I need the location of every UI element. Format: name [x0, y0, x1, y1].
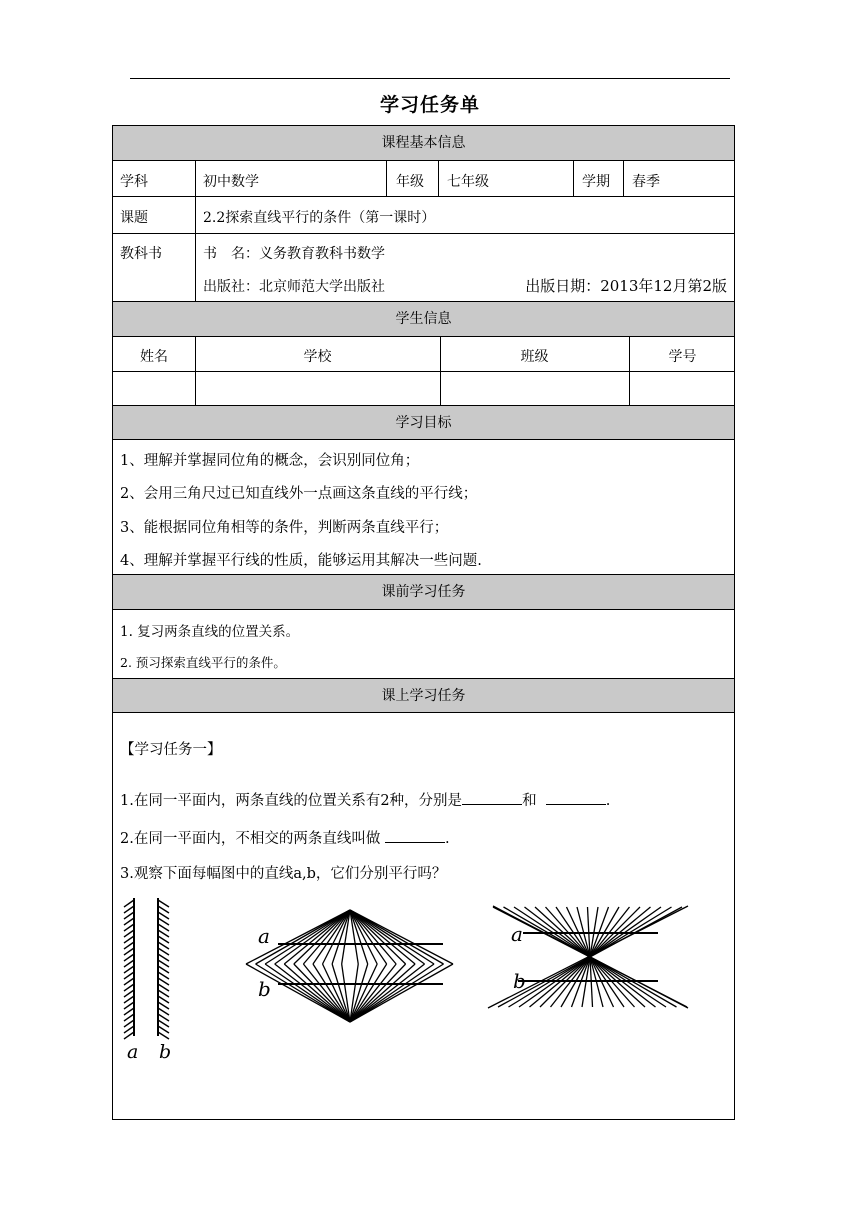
- textbook-label: 教科书: [120, 246, 162, 262]
- figure-stroke: [158, 906, 169, 913]
- pre-task-item: 2. 预习探索直线平行的条件。: [120, 655, 286, 670]
- question-2: [120, 827, 450, 848]
- figure-stroke: [124, 912, 134, 919]
- term-label: 学期: [582, 174, 610, 190]
- figure-stroke: [350, 910, 425, 964]
- answer-blank[interactable]: [546, 790, 606, 805]
- figure-stroke: [124, 930, 134, 937]
- divider: [113, 196, 734, 197]
- figure-stroke: [350, 910, 387, 964]
- divider: [195, 161, 196, 196]
- figure-stroke: [158, 912, 169, 919]
- figure-stroke: [350, 910, 434, 964]
- worksheet-table: [112, 125, 735, 1120]
- figure-stroke: [158, 1002, 169, 1009]
- figure-stroke: [158, 930, 169, 937]
- figure-stroke: [124, 954, 134, 961]
- objective-item: 1、理解并掌握同位角的概念，会识别同位角；: [120, 453, 420, 469]
- figure-stroke: [158, 990, 169, 997]
- question-2-text: 2.在同一平面内，不相交的两条直线叫做: [120, 831, 381, 847]
- question-1: [120, 789, 610, 810]
- book-name: 书 名：义务教育教科书数学: [203, 246, 385, 262]
- figure-3-label-b: b: [513, 969, 526, 993]
- figure-2-label-b: b: [258, 977, 271, 1001]
- figure-stroke: [124, 972, 134, 979]
- question-1-end: .: [605, 793, 611, 809]
- figure-stroke: [350, 910, 415, 964]
- figure-stroke: [158, 936, 169, 943]
- figure-stroke: [124, 960, 134, 967]
- figure-stroke: [350, 964, 434, 1022]
- figure-stroke: [284, 910, 350, 964]
- divider: [438, 161, 439, 196]
- figure-2: [246, 910, 453, 1022]
- figure-stroke: [158, 954, 169, 961]
- divider: [623, 161, 624, 196]
- figure-stroke: [313, 910, 350, 964]
- figure-stroke: [158, 978, 169, 985]
- name-label: 姓名: [140, 349, 168, 365]
- figure-stroke: [158, 942, 169, 949]
- question-1-and: 和: [522, 793, 537, 809]
- section-in-class: 课上学习任务: [113, 678, 734, 713]
- section-objectives: 学习目标: [113, 405, 734, 440]
- figure-stroke: [124, 918, 134, 925]
- figure-stroke: [124, 1008, 134, 1015]
- page-title: 学习任务单: [379, 94, 480, 116]
- figure-stroke: [124, 996, 134, 1003]
- figure-stroke: [124, 978, 134, 985]
- figure-stroke: [158, 1032, 169, 1039]
- figure-stroke: [124, 984, 134, 991]
- figure-stroke: [350, 964, 387, 1022]
- term-value: 春季: [632, 174, 660, 190]
- figure-1-label-a: a: [127, 1041, 139, 1063]
- figure-1: [124, 898, 169, 1039]
- figure-stroke: [124, 1020, 134, 1027]
- figure-stroke: [124, 1032, 134, 1039]
- pre-task-item: 1. 复习两条直线的位置关系。: [120, 624, 300, 640]
- figure-stroke: [158, 1026, 169, 1033]
- question-1-text: 1.在同一平面内，两条直线的位置关系有2种，分别是: [120, 793, 463, 809]
- figure-stroke: [350, 964, 425, 1022]
- objective-item: 2、会用三角尺过已知直线外一点画这条直线的平行线；: [120, 486, 478, 502]
- figure-3-label-a: a: [511, 922, 523, 946]
- subject-value: 初中数学: [203, 174, 259, 190]
- question-3: 3.观察下面每幅图中的直线a,b，它们分别平行吗？: [120, 866, 447, 882]
- figure-stroke: [350, 964, 415, 1022]
- figure-stroke: [124, 990, 134, 997]
- grade-value: 七年级: [447, 174, 489, 190]
- answer-blank[interactable]: [385, 828, 445, 843]
- divider: [113, 233, 734, 234]
- publisher: 出版社：北京师范大学出版社: [203, 279, 385, 295]
- figure-stroke: [124, 1002, 134, 1009]
- figure-stroke: [158, 1020, 169, 1027]
- topic-label: 课题: [120, 210, 148, 226]
- school-label: 学校: [303, 349, 332, 365]
- answer-blank[interactable]: [462, 790, 522, 805]
- divider: [386, 161, 387, 196]
- figure-stroke: [124, 936, 134, 943]
- figure-stroke: [158, 960, 169, 967]
- figure-stroke: [124, 900, 134, 907]
- figure-stroke: [158, 900, 169, 907]
- parallel-lines-figures: [113, 886, 734, 1066]
- subject-label: 学科: [120, 174, 148, 190]
- objective-item: 3、能根据同位角相等的条件，判断两条直线平行；: [120, 520, 449, 536]
- figure-stroke: [158, 924, 169, 931]
- figure-stroke: [124, 948, 134, 955]
- figure-stroke: [124, 1014, 134, 1021]
- number-label: 学号: [668, 349, 697, 365]
- publish-date: 出版日期：2013年12月第2版: [525, 277, 727, 295]
- figure-stroke: [158, 948, 169, 955]
- figure-stroke: [275, 910, 350, 964]
- figure-stroke: [124, 924, 134, 931]
- figure-1-label-b: b: [159, 1041, 172, 1063]
- figure-stroke: [265, 910, 350, 964]
- figure-stroke: [158, 984, 169, 991]
- figure-stroke: [313, 964, 350, 1022]
- figure-stroke: [284, 964, 350, 1022]
- section-student-info: 学生信息: [113, 301, 734, 337]
- figure-stroke: [158, 996, 169, 1003]
- section-course-info: 课程基本信息: [113, 126, 734, 161]
- figure-stroke: [158, 918, 169, 925]
- section-pre-class: 课前学习任务: [113, 574, 734, 610]
- figure-stroke: [124, 1026, 134, 1033]
- figure-stroke: [124, 906, 134, 913]
- divider: [195, 196, 196, 301]
- divider: [573, 161, 574, 196]
- topic-value: 2.2探索直线平行的条件（第一课时）: [203, 210, 436, 226]
- figure-stroke: [158, 972, 169, 979]
- figure-stroke: [158, 1014, 169, 1021]
- figure-stroke: [265, 964, 350, 1022]
- figure-stroke: [124, 966, 134, 973]
- task-heading: 【学习任务一】: [120, 742, 222, 758]
- figure-stroke: [124, 942, 134, 949]
- objective-item: 4、理解并掌握平行线的性质，能够运用其解决一些问题.: [120, 553, 482, 569]
- figure-stroke: [158, 966, 169, 973]
- divider: [113, 371, 734, 372]
- top-rule: [130, 78, 730, 79]
- question-2-end: .: [444, 831, 450, 847]
- figure-2-label-a: a: [258, 924, 270, 948]
- class-label: 班级: [520, 349, 549, 365]
- grade-label: 年级: [396, 174, 424, 190]
- figure-stroke: [158, 1008, 169, 1015]
- figure-stroke: [275, 964, 350, 1022]
